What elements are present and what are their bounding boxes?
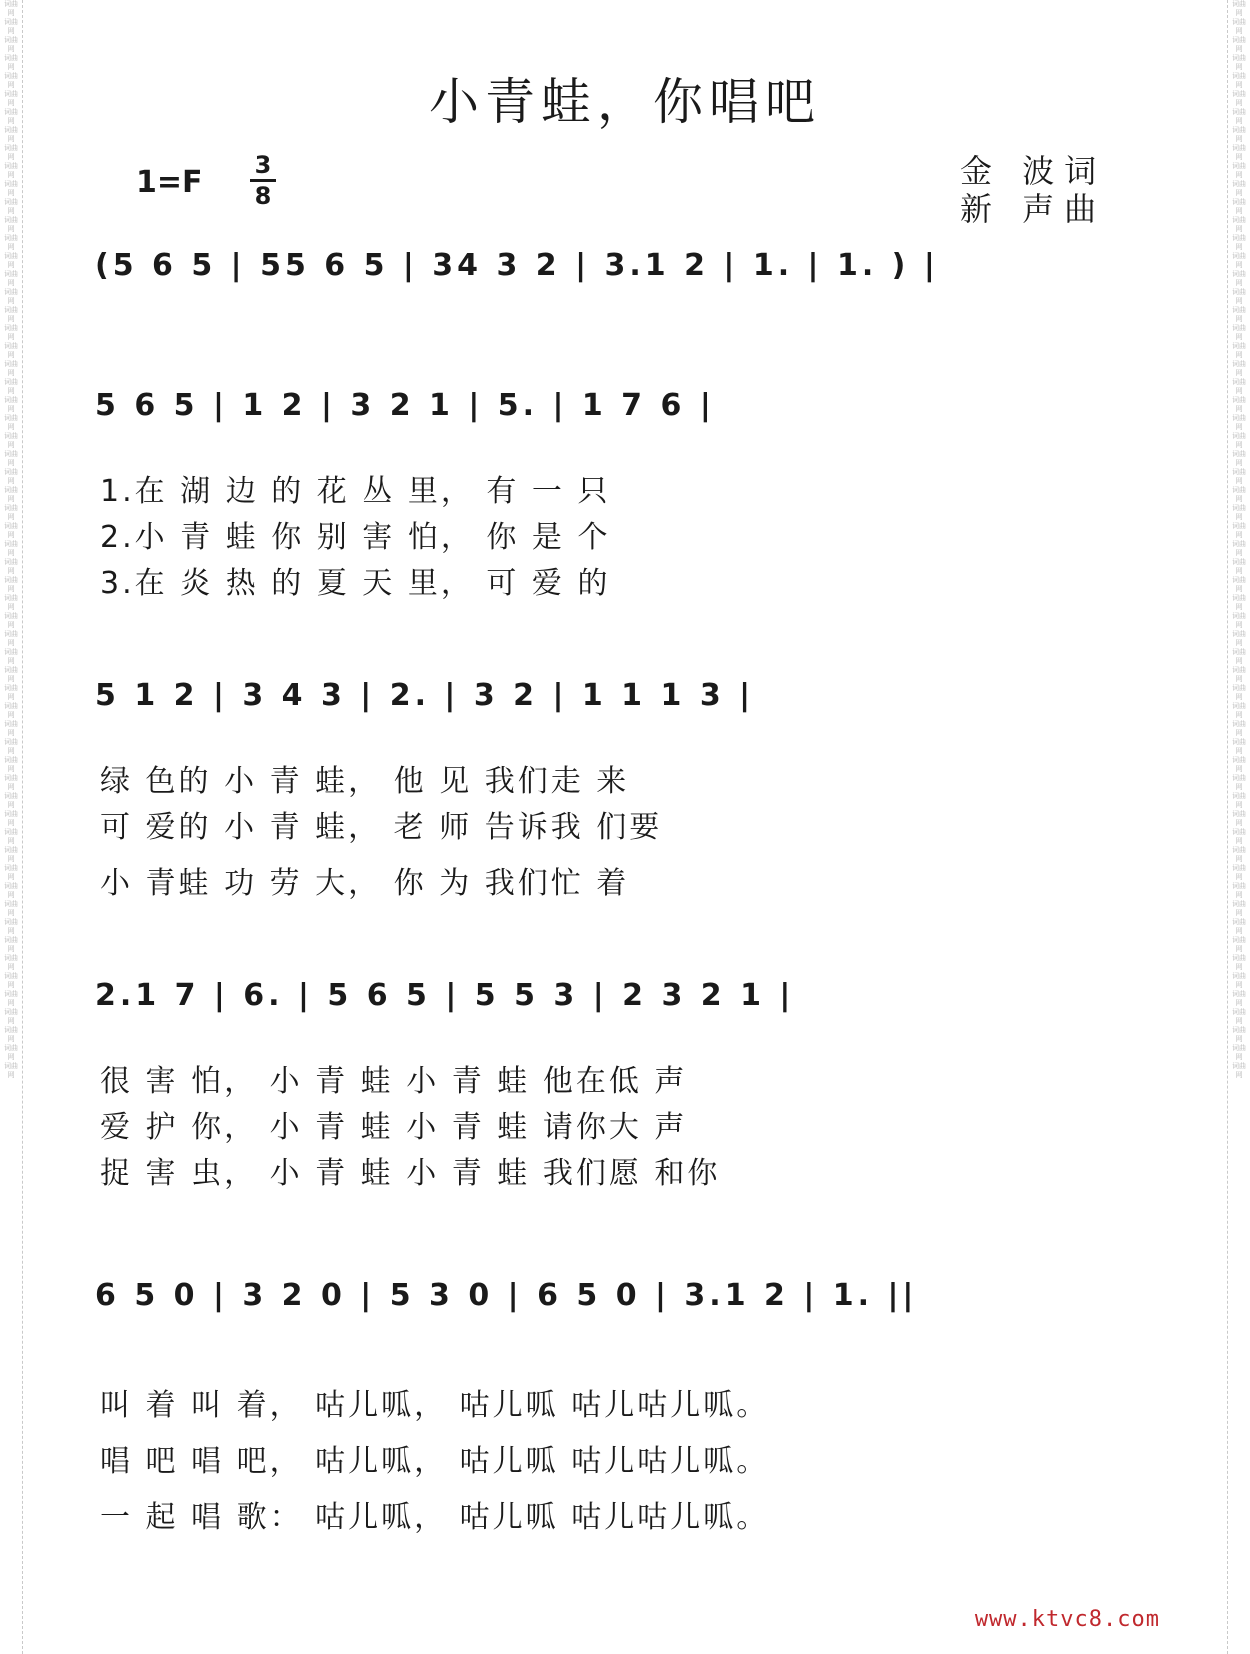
staff-system-2: [95, 670, 1155, 760]
website-watermark: www.ktvc8.com: [974, 1607, 1160, 1632]
right-margin-watermark: [1227, 0, 1250, 1654]
notation-line: 6 5 0 | 3 2 0 | 5 3 0 | 6 5 0 | 3.1 2 | 1. ||: [95, 1278, 918, 1313]
time-signature-top: 3: [254, 151, 272, 179]
watermark-text: 词曲网 词曲网 词曲网 词曲网 词曲网 词曲网 词曲网 词曲网 词曲网 词曲网 词曲网 词曲网 词曲网 词曲网 词曲网 词曲网 词曲网 词曲网 词曲网 词曲网 词曲网 词曲网 词曲网 词曲网 词曲网 词曲网 词曲网 词曲网 词曲网 词曲网 词曲网 词曲网 词曲网 词曲网 词曲网 词曲网 词曲网 词曲网 词曲网 词曲网 词曲网 词曲网 词曲网 词曲网 词曲网 词曲网 词曲网 词曲网 词曲网 词曲网 词曲网 词曲网 词曲网 词曲网 词曲网 词曲网 词曲网 词曲网 词曲网 词曲网: [4, 0, 18, 1079]
left-margin-watermark: [0, 0, 23, 1654]
watermark-text: 词曲网 词曲网 词曲网 词曲网 词曲网 词曲网 词曲网 词曲网 词曲网 词曲网 词曲网 词曲网 词曲网 词曲网 词曲网 词曲网 词曲网 词曲网 词曲网 词曲网 词曲网 词曲网 词曲网 词曲网 词曲网 词曲网 词曲网 词曲网 词曲网 词曲网 词曲网 词曲网 词曲网 词曲网 词曲网 词曲网 词曲网 词曲网 词曲网 词曲网 词曲网 词曲网 词曲网 词曲网 词曲网 词曲网 词曲网 词曲网 词曲网 词曲网 词曲网 词曲网 词曲网 词曲网 词曲网 词曲网 词曲网 词曲网 词曲网 词曲网: [1232, 0, 1246, 1079]
composer-credit: 新 声曲: [960, 190, 1107, 228]
lyric-verse-1: 很 害 怕， 小 青 蛙 小 青 蛙 他在低 声: [100, 1064, 688, 1099]
lyric-verse-2: 唱 吧 唱 吧， 咕儿呱， 咕儿呱 咕儿咕儿呱。: [100, 1444, 770, 1479]
time-signature-bottom: 8: [254, 182, 272, 210]
notation-line: 2.1 7 | 6. | 5 6 5 | 5 5 3 | 2 3 2 1 |: [95, 978, 795, 1013]
lyric-verse-2: 2.小 青 蛙 你 别 害 怕， 你 是 个: [100, 520, 611, 555]
song-title: 小青蛙，你唱吧: [429, 73, 821, 131]
lyric-verse-1: 1.在 湖 边 的 花 丛 里， 有 一 只: [100, 474, 611, 509]
notation-line: (5 6 5 | 55 6 5 | 34 3 2 | 3.1 2 | 1. | 1. ) |: [95, 248, 939, 283]
lyric-verse-1: 绿 色的 小 青 蛙， 他 见 我们走 来: [100, 764, 630, 799]
staff-system-3: [95, 970, 1155, 1060]
staff-system-intro: [95, 240, 1155, 330]
lyric-verse-3: 3.在 炎 热 的 夏 天 里， 可 爱 的: [100, 566, 611, 601]
time-signature: [250, 152, 276, 209]
staff-system-4: [95, 1270, 1155, 1360]
lyric-verse-3: 捉 害 虫， 小 青 蛙 小 青 蛙 我们愿 和你: [100, 1156, 721, 1191]
lyric-verse-3: 小 青蛙 功 劳 大， 你 为 我们忙 着: [100, 866, 630, 901]
lyric-verse-1: 叫 着 叫 着， 咕儿呱， 咕儿呱 咕儿咕儿呱。: [100, 1388, 770, 1423]
notation-line: 5 6 5 | 1 2 | 3 2 1 | 5. | 1 7 6 |: [95, 388, 715, 423]
notation-line: 5 1 2 | 3 4 3 | 2. | 3 2 | 1 1 1 3 |: [95, 678, 755, 713]
lyricist-credit: 金 波词: [960, 152, 1107, 190]
key-signature: 1=F: [136, 165, 203, 200]
staff-system-1: [95, 380, 1155, 470]
lyric-verse-2: 爱 护 你， 小 青 蛙 小 青 蛙 请你大 声: [100, 1110, 688, 1145]
lyric-verse-3: 一 起 唱 歌： 咕儿呱， 咕儿呱 咕儿咕儿呱。: [100, 1500, 770, 1535]
lyric-verse-2: 可 爱的 小 青 蛙， 老 师 告诉我 们要: [100, 810, 663, 845]
